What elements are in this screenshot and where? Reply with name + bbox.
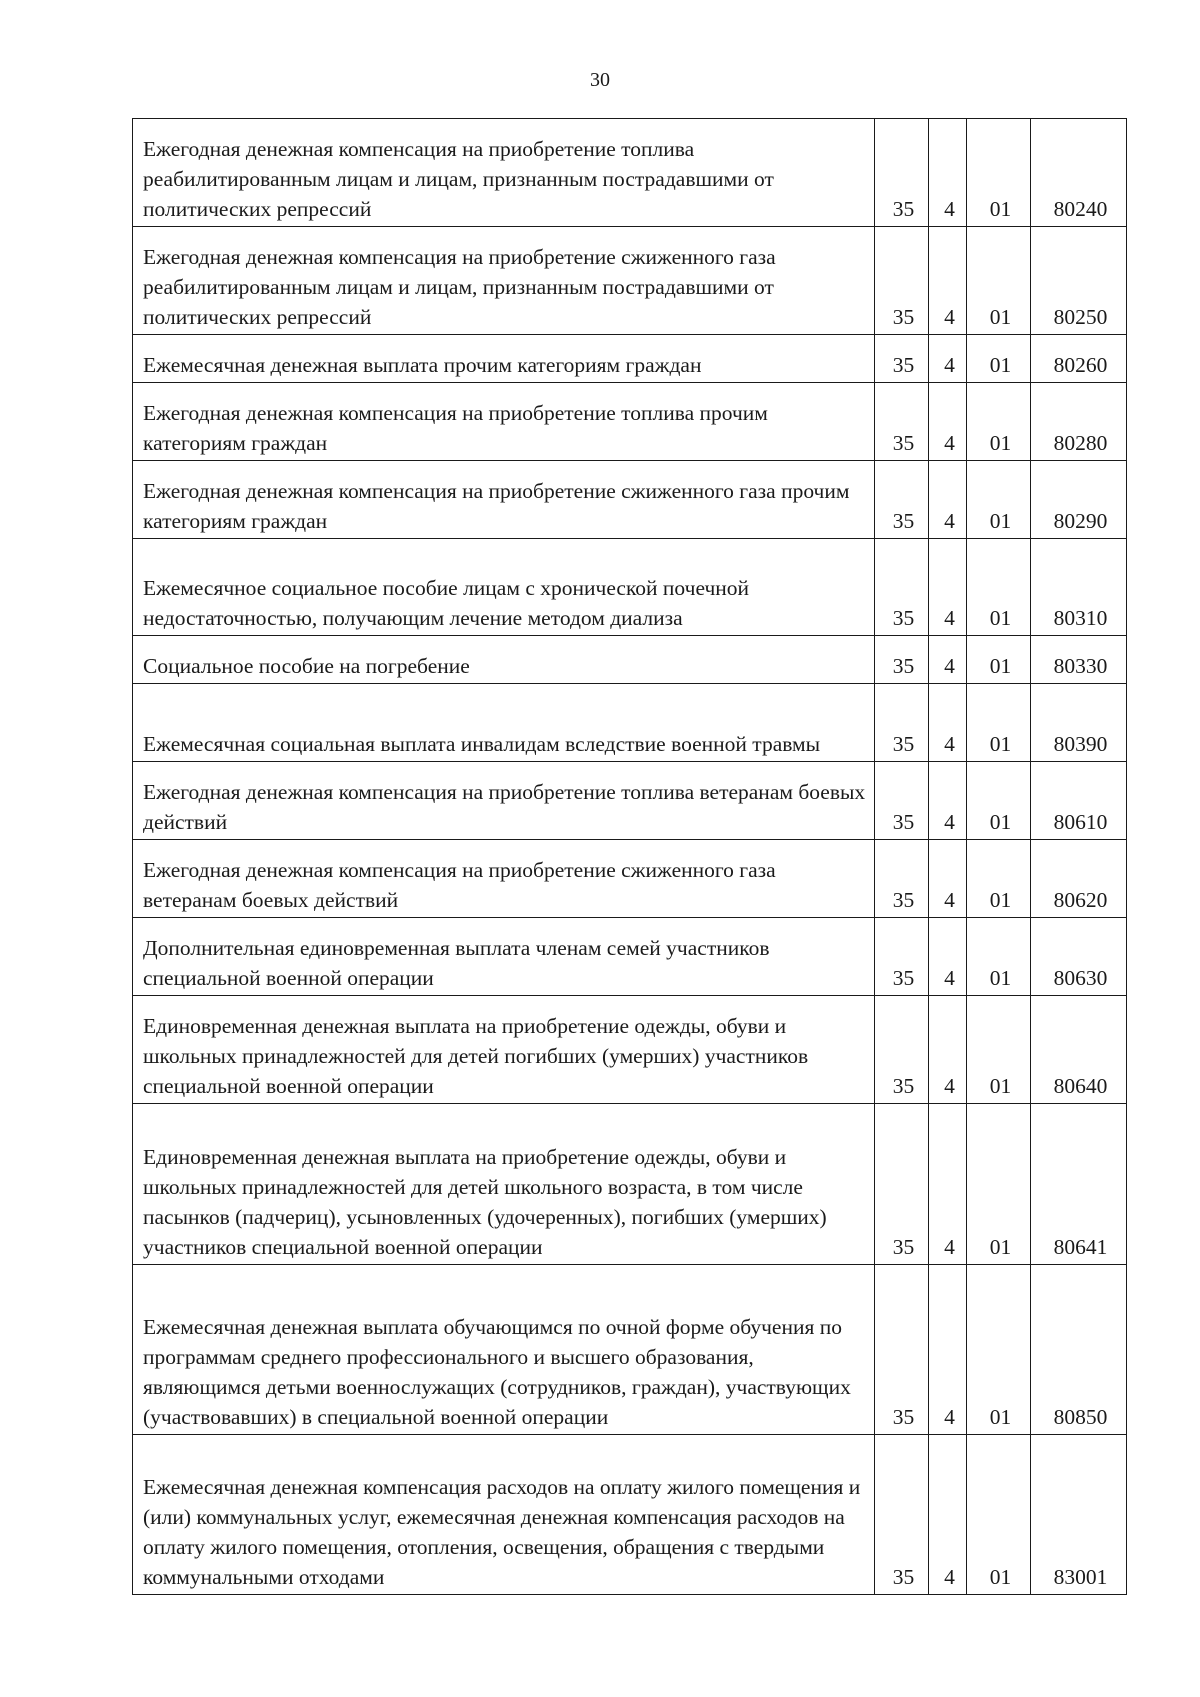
table-row	[133, 119, 1127, 227]
page-number: 30	[590, 69, 610, 91]
code-3: 01	[967, 335, 1031, 383]
code-4: 83001	[1031, 1435, 1127, 1595]
expense-name: Ежегодная денежная компенсация на приобретение сжиженного газа ветеранам боевых действий	[133, 840, 875, 918]
table-row	[133, 1104, 1127, 1265]
code-3: 01	[967, 840, 1031, 918]
code-1: 35	[875, 762, 929, 840]
code-4: 80330	[1031, 636, 1127, 684]
code-4: 80280	[1031, 383, 1127, 461]
code-3: 01	[967, 1265, 1031, 1435]
table-row	[133, 1265, 1127, 1435]
expense-name: Ежегодная денежная компенсация на приобретение топлива ветеранам боевых действий	[133, 762, 875, 840]
code-3: 01	[967, 383, 1031, 461]
code-3: 01	[967, 1104, 1031, 1265]
code-2: 4	[929, 636, 967, 684]
code-1: 35	[875, 383, 929, 461]
table-row	[133, 335, 1127, 383]
expense-name: Ежемесячная денежная выплата прочим категориям граждан	[133, 335, 875, 383]
table-row	[133, 539, 1127, 636]
code-2: 4	[929, 1265, 967, 1435]
code-1: 35	[875, 539, 929, 636]
code-2: 4	[929, 461, 967, 539]
expense-name: Ежемесячная денежная выплата обучающимся по очной форме обучения по программам среднего профессионального и высшего образования, являющимся детьми военнослужащих (сотрудников, граждан), участвующих (участвовавших) в специальной военной операции	[133, 1265, 875, 1435]
table-row	[133, 996, 1127, 1104]
code-1: 35	[875, 461, 929, 539]
code-4: 80240	[1031, 119, 1127, 227]
code-1: 35	[875, 119, 929, 227]
code-1: 35	[875, 918, 929, 996]
code-4: 80260	[1031, 335, 1127, 383]
code-1: 35	[875, 996, 929, 1104]
code-4: 80640	[1031, 996, 1127, 1104]
code-2: 4	[929, 918, 967, 996]
code-1: 35	[875, 684, 929, 762]
code-3: 01	[967, 461, 1031, 539]
code-3: 01	[967, 227, 1031, 335]
code-2: 4	[929, 762, 967, 840]
expense-name: Ежемесячная денежная компенсация расходов на оплату жилого помещения и (или) коммунальных услуг, ежемесячная денежная компенсация расходов на оплату жилого помещения, отопления, освещения, обращения с твердыми коммунальными отходами	[133, 1435, 875, 1595]
code-2: 4	[929, 227, 967, 335]
code-2: 4	[929, 684, 967, 762]
expense-name: Ежегодная денежная компенсация на приобретение топлива реабилитированным лицам и лицам, признанным пострадавшими от политических репрессий	[133, 119, 875, 227]
code-1: 35	[875, 227, 929, 335]
code-1: 35	[875, 1435, 929, 1595]
code-2: 4	[929, 1435, 967, 1595]
table-row	[133, 684, 1127, 762]
code-2: 4	[929, 1104, 967, 1265]
code-4: 80390	[1031, 684, 1127, 762]
code-4: 80310	[1031, 539, 1127, 636]
expense-name: Единовременная денежная выплата на приобретение одежды, обуви и школьных принадлежностей для детей погибших (умерших) участников специальной военной операции	[133, 996, 875, 1104]
code-3: 01	[967, 539, 1031, 636]
table-row	[133, 461, 1127, 539]
table-row	[133, 762, 1127, 840]
budget-classification-table	[132, 118, 1127, 1595]
code-1: 35	[875, 335, 929, 383]
code-2: 4	[929, 539, 967, 636]
code-3: 01	[967, 119, 1031, 227]
code-1: 35	[875, 1104, 929, 1265]
table-row	[133, 636, 1127, 684]
code-4: 80250	[1031, 227, 1127, 335]
expense-name: Ежегодная денежная компенсация на приобретение сжиженного газа реабилитированным лицам и лицам, признанным пострадавшими от политических репрессий	[133, 227, 875, 335]
code-4: 80290	[1031, 461, 1127, 539]
code-4: 80641	[1031, 1104, 1127, 1265]
code-3: 01	[967, 996, 1031, 1104]
code-4: 80630	[1031, 918, 1127, 996]
table-row	[133, 227, 1127, 335]
expense-name: Ежемесячное социальное пособие лицам с хронической почечной недостаточностью, получающим лечение методом диализа	[133, 539, 875, 636]
code-3: 01	[967, 684, 1031, 762]
code-4: 80610	[1031, 762, 1127, 840]
expense-name: Дополнительная единовременная выплата членам семей участников специальной военной операции	[133, 918, 875, 996]
code-3: 01	[967, 636, 1031, 684]
code-2: 4	[929, 996, 967, 1104]
code-1: 35	[875, 636, 929, 684]
table-row	[133, 1435, 1127, 1595]
code-3: 01	[967, 1435, 1031, 1595]
expense-name: Ежегодная денежная компенсация на приобретение топлива прочим категориям граждан	[133, 383, 875, 461]
expense-name: Единовременная денежная выплата на приобретение одежды, обуви и школьных принадлежностей для детей школьного возраста, в том числе пасынков (падчериц), усыновленных (удочеренных), погибших (умерших) участников специальной военной операции	[133, 1104, 875, 1265]
table-row	[133, 918, 1127, 996]
code-2: 4	[929, 335, 967, 383]
expense-name: Социальное пособие на погребение	[133, 636, 875, 684]
code-1: 35	[875, 1265, 929, 1435]
code-4: 80620	[1031, 840, 1127, 918]
table-row	[133, 840, 1127, 918]
code-4: 80850	[1031, 1265, 1127, 1435]
code-2: 4	[929, 840, 967, 918]
code-3: 01	[967, 762, 1031, 840]
code-3: 01	[967, 918, 1031, 996]
code-2: 4	[929, 119, 967, 227]
code-2: 4	[929, 383, 967, 461]
code-1: 35	[875, 840, 929, 918]
expense-name: Ежегодная денежная компенсация на приобретение сжиженного газа прочим категориям граждан	[133, 461, 875, 539]
table-row	[133, 383, 1127, 461]
expense-name: Ежемесячная социальная выплата инвалидам вследствие военной травмы	[133, 684, 875, 762]
